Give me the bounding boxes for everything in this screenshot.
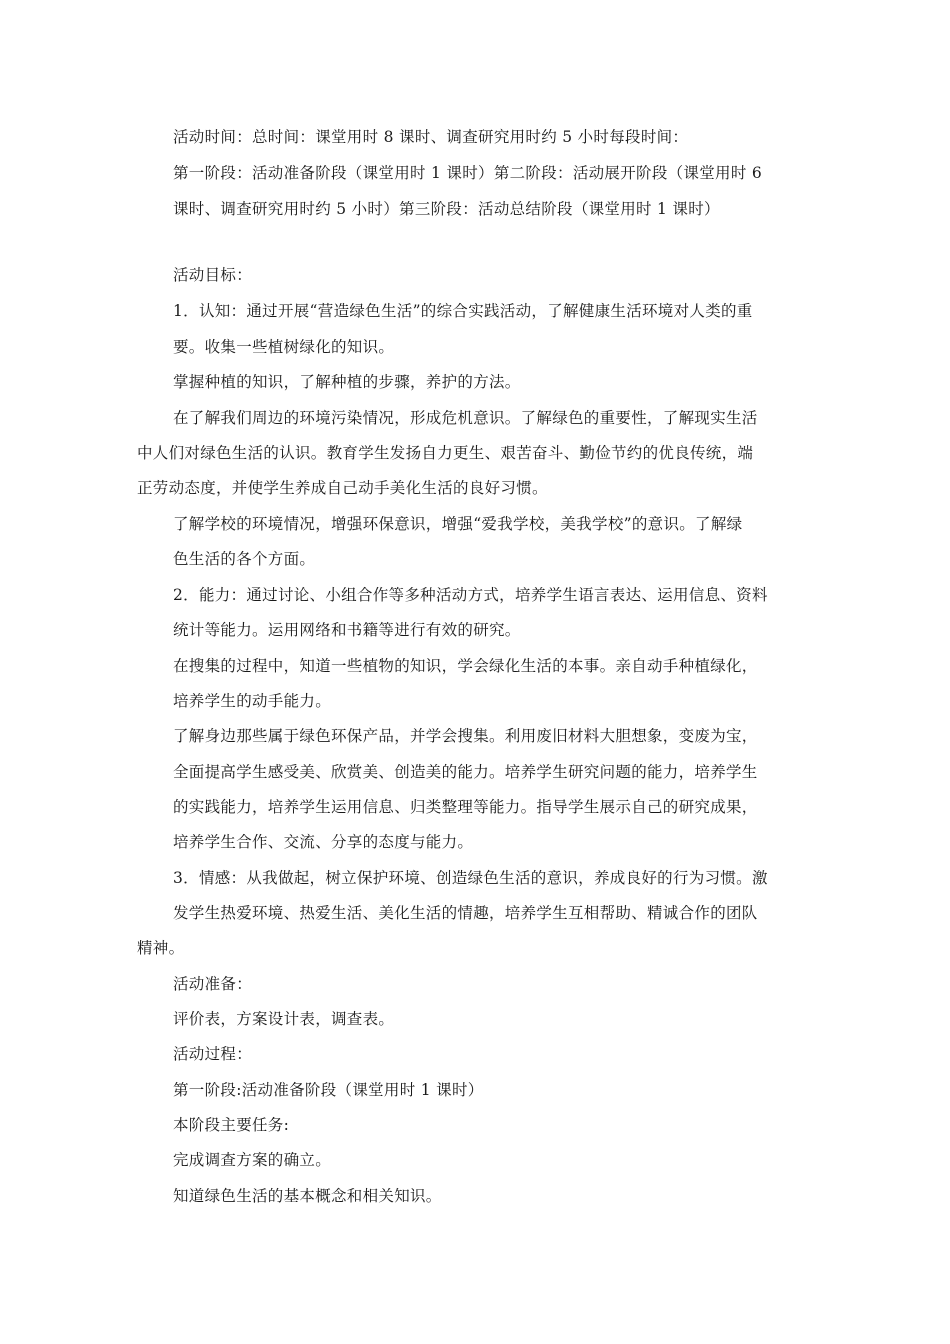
goal-emotion-line-2: 发学生热爱环境、热爱生活、美化生活的情趣，培养学生互相帮助、精诚合作的团队 (173, 904, 758, 922)
preparation-items: 评价表，方案设计表，调查表。 (173, 1010, 395, 1028)
goals-heading: 活动目标： (173, 266, 253, 284)
stages-line-2: 课时、调查研究用时约 5 小时）第三阶段：活动总结阶段（课堂用时 1 课时） (173, 200, 720, 218)
goal-emotion-line-3: 精神。 (137, 939, 185, 957)
paragraph-collect-line-2: 培养学生的动手能力。 (173, 692, 332, 710)
paragraph-school-line-2: 色生活的各个方面。 (173, 550, 316, 568)
stage-one-task-1: 完成调查方案的确立。 (173, 1151, 332, 1169)
paragraph-school-line-1: 了解学校的环境情况，增强环保意识，增强“爱我学校，美我学校”的意识。了解绿 (173, 515, 743, 533)
stages-line-1: 第一阶段：活动准备阶段（课堂用时 1 课时）第二阶段：活动展开阶段（课堂用时 6 (173, 164, 763, 182)
stage-one-title: 第一阶段:活动准备阶段（课堂用时 1 课时） (173, 1081, 484, 1099)
activity-time-line: 活动时间：总时间：课堂用时 8 课时、调查研究用时约 5 小时每段时间： (173, 128, 689, 146)
paragraph-products-line-4: 培养学生合作、交流、分享的态度与能力。 (173, 833, 474, 851)
paragraph-products-line-1: 了解身边那些属于绿色环保产品，并学会搜集。利用废旧材料大胆想象，变废为宝， (173, 727, 758, 745)
goal-ability-line-2: 统计等能力。运用网络和书籍等进行有效的研究。 (173, 621, 521, 639)
goal-cognition-line-2: 要。收集一些植树绿化的知识。 (173, 338, 395, 356)
paragraph-environment-line-3: 正劳动态度，并使学生养成自己动手美化生活的良好习惯。 (137, 479, 548, 497)
preparation-heading: 活动准备： (173, 975, 253, 993)
paragraph-environment-line-1: 在了解我们周边的环境污染情况，形成危机意识。了解绿色的重要性，了解现实生活 (173, 409, 758, 427)
process-heading: 活动过程： (173, 1045, 253, 1063)
paragraph-products-line-3: 的实践能力，培养学生运用信息、归类整理等能力。指导学生展示自己的研究成果， (173, 798, 758, 816)
paragraph-products-line-2: 全面提高学生感受美、欣赏美、创造美的能力。培养学生研究问题的能力，培养学生 (173, 763, 758, 781)
goal-cognition-line-1: 1．认知：通过开展“营造绿色生活”的综合实践活动，了解健康生活环境对人类的重 (173, 302, 753, 320)
goal-ability-line-1: 2．能力：通过讨论、小组合作等多种活动方式，培养学生语言表达、运用信息、资料 (173, 586, 768, 604)
stage-one-task-2: 知道绿色生活的基本概念和相关知识。 (173, 1187, 442, 1205)
paragraph-planting: 掌握种植的知识，了解种植的步骤，养护的方法。 (173, 373, 521, 391)
stage-one-tasks-heading: 本阶段主要任务: (173, 1116, 290, 1134)
goal-emotion-line-1: 3．情感：从我做起，树立保护环境、创造绿色生活的意识，养成良好的行为习惯。激 (173, 869, 768, 887)
paragraph-collect-line-1: 在搜集的过程中，知道一些植物的知识，学会绿化生活的本事。亲自动手种植绿化， (173, 657, 758, 675)
paragraph-environment-line-2: 中人们对绿色生活的认识。教育学生发扬自力更生、艰苦奋斗、勤俭节约的优良传统，端 (137, 444, 754, 462)
